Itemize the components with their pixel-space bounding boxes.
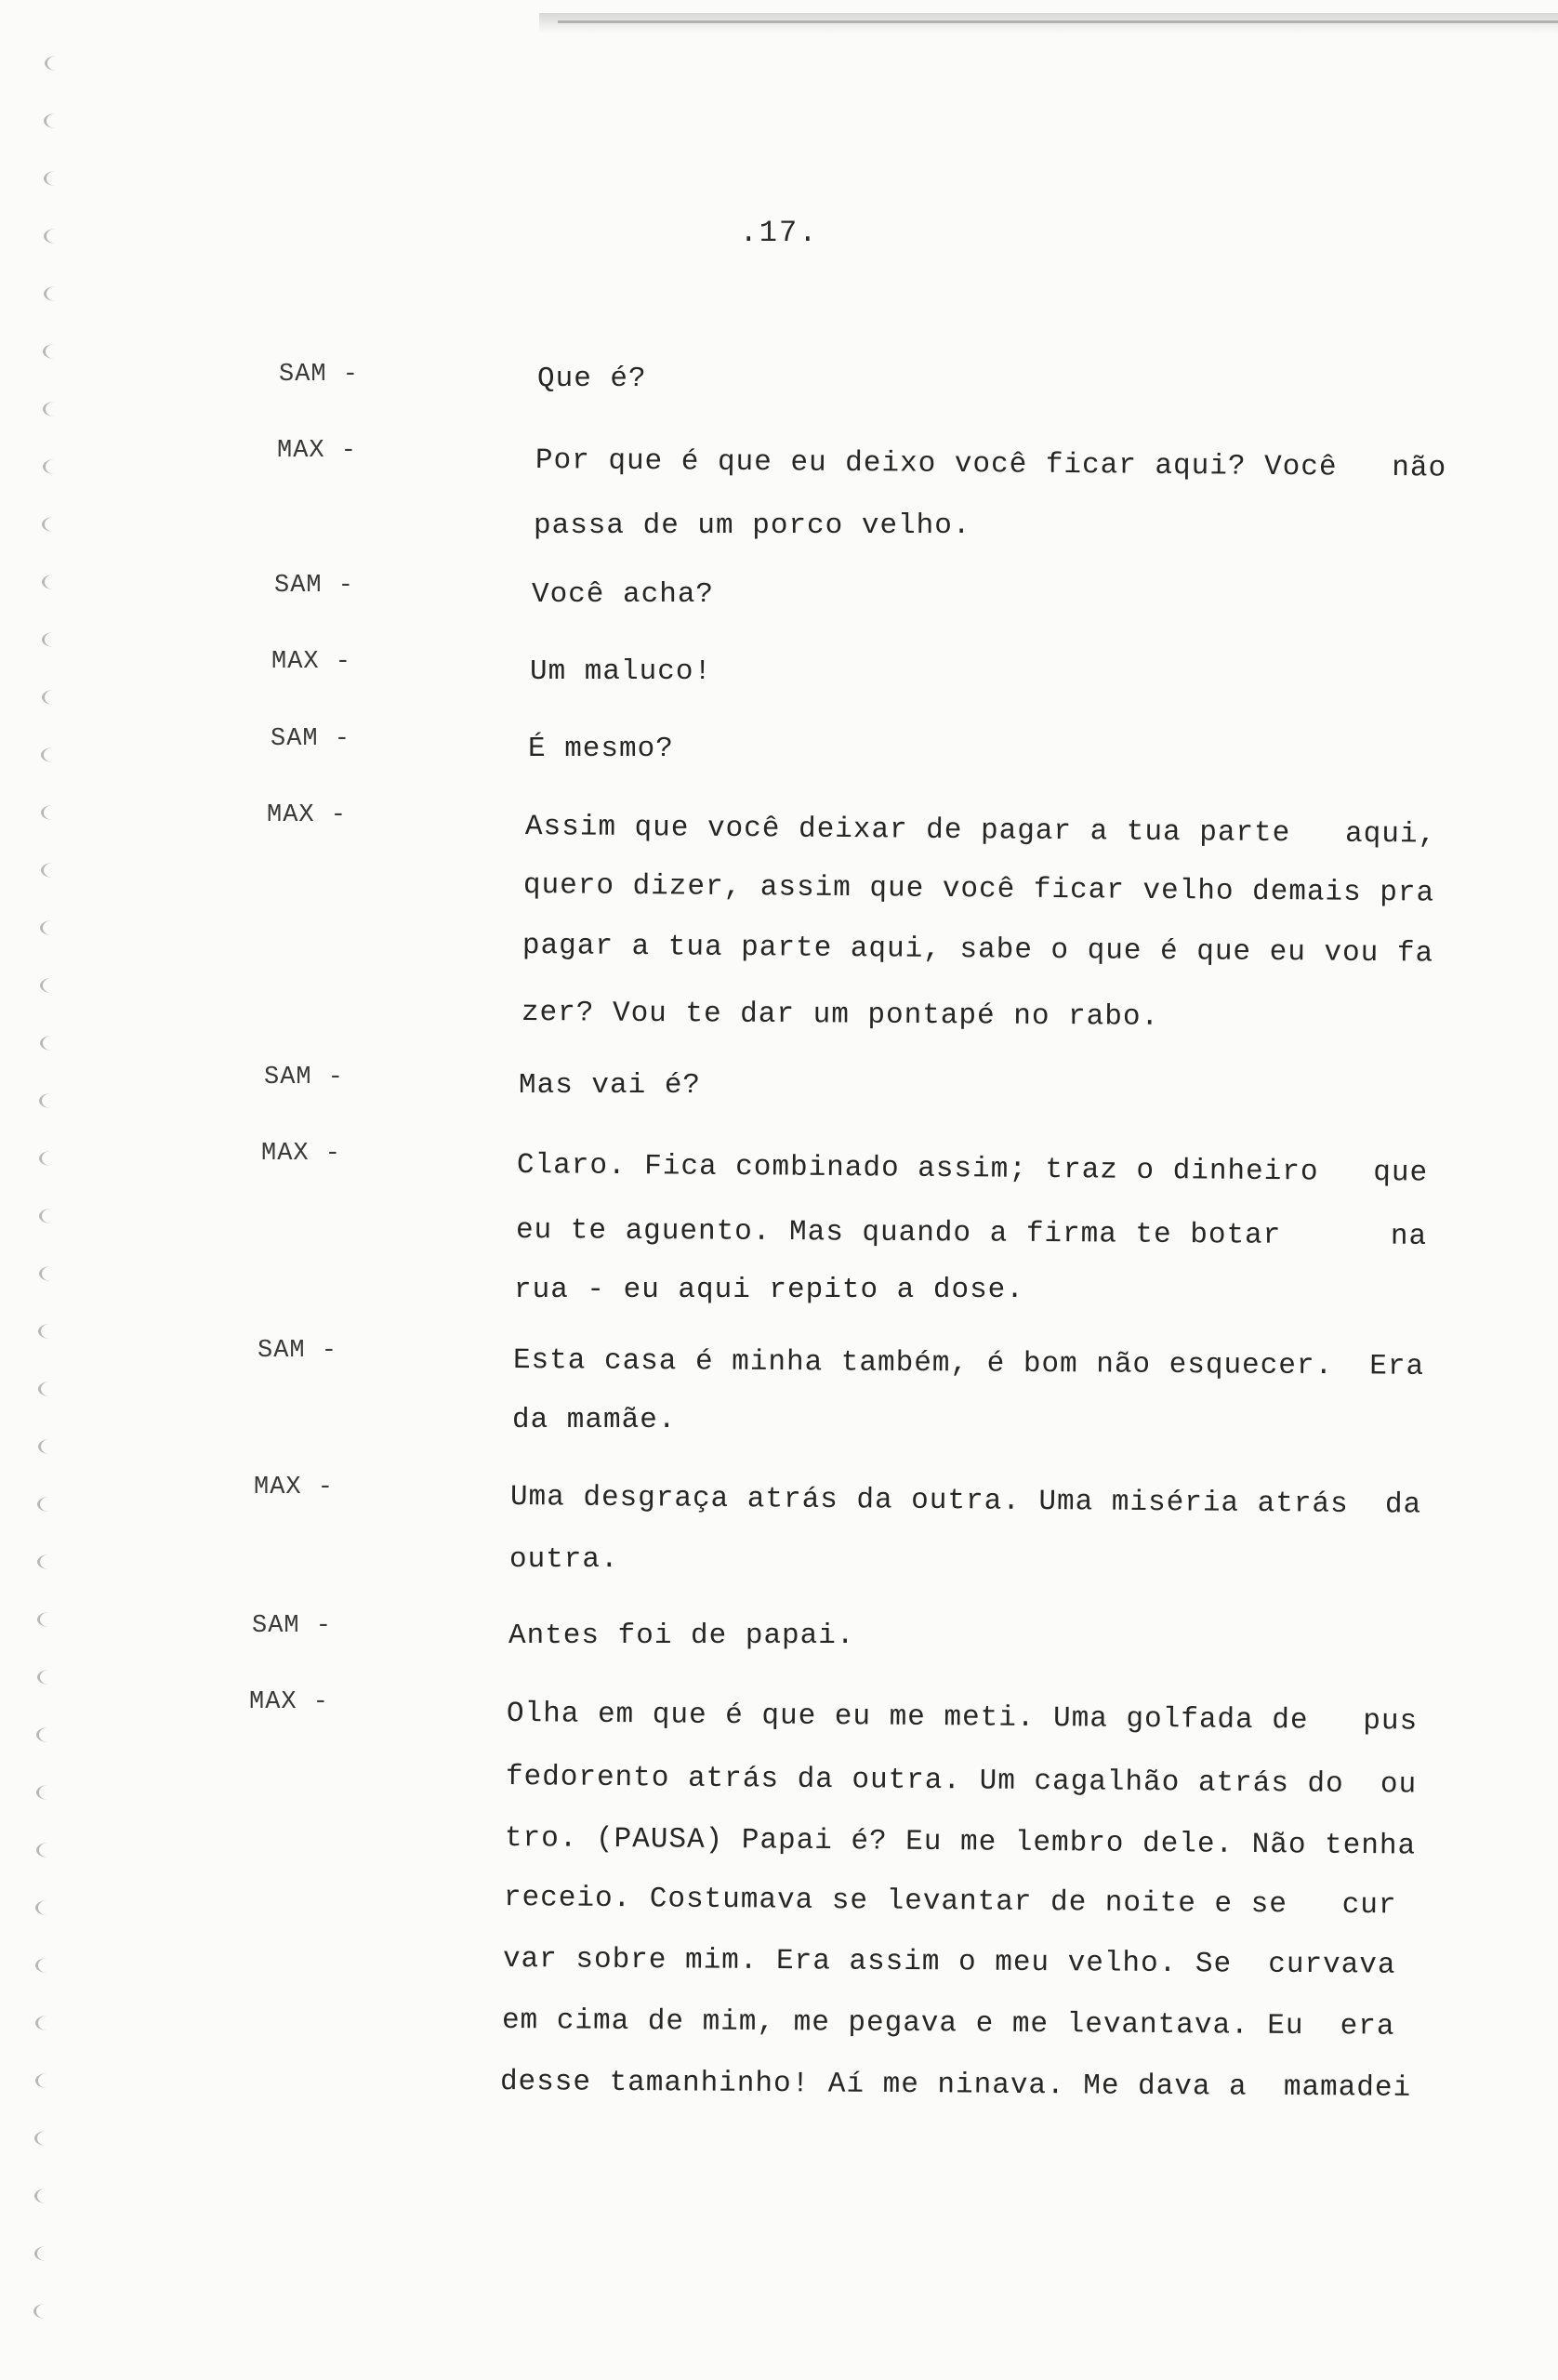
- dialogue-line: É mesmo?: [528, 733, 674, 765]
- speaker-label: SAM -: [279, 361, 360, 389]
- perforation-mark: [37, 1554, 60, 1569]
- perforation-mark: [42, 517, 65, 532]
- perforation-mark: [35, 1958, 59, 1973]
- binding-perforations: [0, 0, 102, 2380]
- perforation-mark: [34, 2246, 58, 2261]
- perforation-mark: [36, 1843, 59, 1858]
- dialogue-line: fedorento atrás da outra. Um cagalhão atrás do ou: [505, 1761, 1418, 1802]
- speaker-label: MAX -: [271, 648, 352, 676]
- perforation-mark: [40, 1036, 63, 1051]
- dialogue-line: outra.: [509, 1543, 619, 1576]
- perforation-mark: [43, 459, 66, 474]
- dialogue-line: rua - eu aqui repito a dose.: [514, 1274, 1024, 1306]
- speaker-label: SAM -: [252, 1612, 333, 1640]
- dialogue-line: Uma desgraça atrás da outra. Uma miséria atrás da: [509, 1481, 1422, 1522]
- perforation-mark: [41, 747, 64, 762]
- scan-top-shadow: [539, 13, 1558, 33]
- perforation-mark: [42, 690, 65, 705]
- perforation-mark: [34, 2188, 58, 2203]
- dialogue-line: var sobre mim. Era assim o meu velho. Se curvava: [502, 1943, 1396, 1982]
- perforation-mark: [38, 1324, 61, 1339]
- dialogue-line: receio. Costumava se levantar de noite e se cur: [503, 1882, 1397, 1923]
- perforation-mark: [36, 1785, 59, 1800]
- dialogue-line: Claro. Fica combinado assim; traz o dinheiro que: [516, 1149, 1429, 1190]
- dialogue-line: Por que é que eu deixo você ficar aqui? Você não: [535, 444, 1447, 485]
- dialogue-line: da mamãe.: [512, 1404, 677, 1436]
- perforation-mark: [44, 171, 67, 186]
- perforation-mark: [39, 1209, 62, 1223]
- dialogue-line: Que é?: [537, 363, 647, 395]
- speaker-label: MAX -: [267, 801, 348, 829]
- perforation-mark: [35, 2016, 59, 2030]
- perforation-mark: [41, 863, 64, 878]
- dialogue-line: Mas vai é?: [519, 1069, 702, 1102]
- dialogue-line: desse tamanhinho! Aí me ninava. Me dava a mamadei: [499, 2066, 1412, 2105]
- dialogue-line: Assim que você deixar de pagar a tua parte aqui,: [524, 811, 1437, 852]
- perforation-mark: [35, 2073, 59, 2088]
- dialogue-line: passa de um porco velho.: [534, 509, 971, 542]
- perforation-mark: [39, 1093, 62, 1108]
- scan-top-edge: [558, 20, 1558, 23]
- perforation-mark: [35, 1900, 59, 1915]
- dialogue-line: Você acha?: [532, 578, 715, 611]
- perforation-mark: [37, 1612, 60, 1627]
- perforation-mark: [33, 2304, 57, 2319]
- dialogue-line: quero dizer, assim que você ficar velho demais pra: [522, 869, 1435, 910]
- speaker-label: SAM -: [257, 1337, 338, 1365]
- perforation-mark: [36, 1727, 59, 1742]
- perforation-mark: [37, 1670, 60, 1685]
- speaker-label: MAX -: [254, 1474, 335, 1501]
- dialogue-line: eu te aguento. Mas quando a firma te botar na: [515, 1214, 1428, 1253]
- perforation-mark: [43, 344, 66, 359]
- dialogue-line: Esta casa é minha também, é bom não esquecer. Era: [512, 1344, 1425, 1383]
- perforation-mark: [40, 978, 63, 993]
- dialogue-line: pagar a tua parte aqui, sabe o que é que eu vou fa: [522, 930, 1434, 971]
- perforation-mark: [40, 920, 63, 935]
- perforation-mark: [39, 1266, 62, 1281]
- perforation-mark: [42, 575, 65, 589]
- perforation-mark: [44, 286, 67, 301]
- dialogue-line: Olha em que é que eu me meti. Uma golfada de pus: [506, 1698, 1419, 1739]
- dialogue-line: tro. (PAUSA) Papai é? Eu me lembro dele. Não tenha: [504, 1822, 1417, 1863]
- dialogue-line: Antes foi de papai.: [508, 1620, 855, 1652]
- speaker-label: MAX -: [261, 1140, 342, 1168]
- speaker-label: MAX -: [249, 1688, 330, 1716]
- speaker-label: SAM -: [264, 1064, 345, 1091]
- page-number: .17.: [739, 216, 819, 250]
- perforation-mark: [37, 1497, 60, 1512]
- speaker-label: SAM -: [274, 572, 355, 600]
- perforation-mark: [38, 1382, 61, 1396]
- perforation-mark: [44, 113, 67, 128]
- perforation-mark: [41, 805, 64, 820]
- dialogue-line: em cima de mim, me pegava e me levantava. Eu era: [501, 2004, 1395, 2043]
- perforation-mark: [42, 632, 65, 647]
- perforation-mark: [34, 2131, 58, 2146]
- perforation-mark: [45, 56, 68, 71]
- perforation-mark: [43, 402, 66, 416]
- speaker-label: MAX -: [277, 437, 358, 465]
- speaker-label: SAM -: [271, 725, 351, 753]
- dialogue-line: Um maluco!: [530, 655, 713, 688]
- perforation-mark: [39, 1151, 62, 1166]
- dialogue-line: zer? Vou te dar um pontapé no rabo.: [521, 997, 1160, 1034]
- perforation-mark: [38, 1439, 61, 1454]
